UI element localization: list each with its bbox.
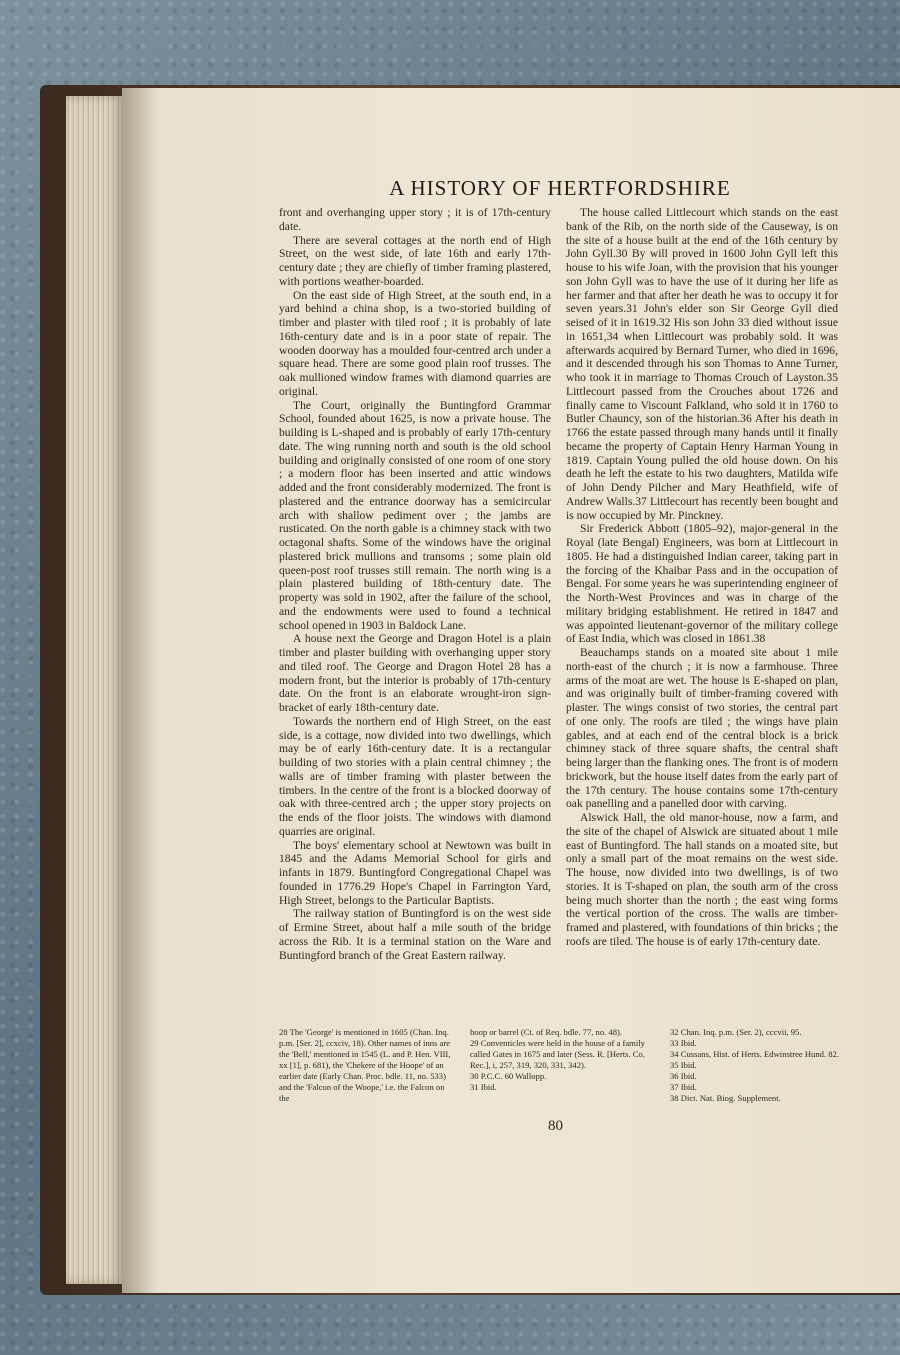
page-number: 80 xyxy=(548,1118,563,1134)
footnote: 38 Dict. Nat. Biog. Supplement. xyxy=(670,1093,781,1103)
paragraph: A house next the George and Dragon Hotel is a plain timber and plaster building with overhanging upper story and tiled roof. The George and Dragon Hotel 28 has a modern front, but the interior is probably of 17th-century date. On the front is an elaborate wrought-iron sign-bracket of early 18th-century date. xyxy=(279,632,551,714)
right-column xyxy=(566,206,838,949)
footnotes-column-1 xyxy=(279,1027,456,1104)
paragraph: Beauchamps stands on a moated site about 1 mile north-east of the church ; it is now a farmhouse. Three arms of the moat are wet. The house is E-shaped on plan, and was originally built of timber-framing covered with plaster. The wings consist of two stories, the central part of one only. The roofs are tiled ; the wings have plain gables, and at each end of the central block is a brick chimney stack of three square shafts, the central shaft being larger than the flanking ones. The front is of modern brickwork, but the house itself dates from the early part of the 17th century. The house contains some 17th-century oak panelling and a panelled door with carving. xyxy=(566,646,838,811)
paragraph: Sir Frederick Abbott (1805–92), major-general in the Royal (late Bengal) Engineers, was born at Littlecourt in 1805. He had a distinguished Indian career, taking part in the forcing of the Khaibar Pass and in the occupation of Bengal. For some years he was superintending engineer of the North-West Provinces and was in charge of the military bridging establishment. He retired in 1847 and was appointed lieutenant-governor of the military college of East India, which was closed in 1861.38 xyxy=(566,522,838,646)
footnotes-column-2 xyxy=(470,1027,648,1093)
paragraph: The Court, originally the Buntingford Grammar School, founded about 1625, is now a private house. The building is L-shaped and is probably of early 17th-century date. The wing running north and south is the old school building and originally consisted of one room of one story ; a modern floor has been inserted and attic windows added and the front considerably modernized. The front is plastered and the entrance doorway has a semicircular arch with shallow pediment over ; the jambs are rusticated. On the north gable is a chimney stack with two octagonal shafts. Some of the windows have the original plastered brick mullions and transoms ; some plain old queen-post roof trusses still remain. The north wing is a plain plastered building of 18th-century date. The property was sold in 1902, after the failure of the school, and the endowments were used to found a technical school opened in 1903 in Baldock Lane. xyxy=(279,398,551,632)
footnote: 30 P.C.C. 60 Wallopp. xyxy=(470,1071,547,1081)
paragraph: The railway station of Buntingford is on the west side of Ermine Street, about half a mile south of the bridge across the Rib. It is a terminal station on the Ware and Buntingford branch of the Great Eastern railway. xyxy=(279,907,551,962)
running-head: A HISTORY OF HERTFORDSHIRE xyxy=(389,176,731,200)
footnote: 33 Ibid. xyxy=(670,1038,697,1048)
paragraph: The house called Littlecourt which stands on the east bank of the Rib, on the north side of the Causeway, is on the site of a house built at the end of the 16th century by John Gyll.30 By will proved in 1600 John Gyll left this house to his wife Joan, with the provision that his younger son John Gyll was to have the use of it during her life as her farmer and that after her death he was to occupy it for seven years.31 John's elder son Sir George Gyll died seised of it in 1619.32 His son John 33 died without issue in 1651,34 when Littlecourt was probably sold. It was afterwards acquired by Bernard Turner, who died in 1696, and it descended through his son Thomas to Anne Turner, who took it in marriage to Thomas Crouch of Layston.35 Littlecourt passed from the Crouches about 1726 and finally came to Viscount Falkland, who sold it in 1760 to Butler Chauncy, son of the historian.36 After his death in 1766 the estate passed through many hands until it finally became the property of Captain Henry Harman Young in 1819. Captain Young pulled the old house down. On his death he left the estate to his two daughters, Matilda wife of John Dendy Pilcher and Mary Heathfield, wife of Andrew Walls.37 Littlecourt has recently been bought and is now occupied by Mr. Pinckney. xyxy=(566,206,838,522)
page-edges xyxy=(66,96,124,1284)
paragraph: Towards the northern end of High Street, on the east side, is a cottage, now divided into two dwellings, which may be of early 16th-century date. It is a rectangular building of two stories with a plain central chimney ; the walls are of timber framing with plaster between the timbers. In the centre of the front is a blocked doorway of oak with three-centred arch ; the upper story projects on the ends of the floor joists. The windows with diamond quarries are original. xyxy=(279,714,551,838)
footnote: 35 Ibid. xyxy=(670,1060,697,1070)
paragraph: Alswick Hall, the old manor-house, now a farm, and the site of the chapel of Alswick are situated about 1 mile east of Buntingford. The hall stands on a moated site, but only a small part of the moat remains on the west side. The house, now divided into two dwellings, is of two stories. It is T-shaped on plan, the south arm of the cross being much shorter than the north ; the east wing forms the vertical portion of the cross. The walls are timber-framed and plastered, with foundations of thin bricks ; the roofs are tiled. The house is of early 17th-century date. xyxy=(566,811,838,948)
footnote: 34 Cussans, Hist. of Herts. Edwinstree Hund. 82. xyxy=(670,1049,839,1059)
footnotes-column-3 xyxy=(670,1027,840,1104)
footnote: 37 Ibid. xyxy=(670,1082,697,1092)
footnote: 28 The 'George' is mentioned in 1605 (Chan. Inq. p.m. [Ser. 2], ccxciv, 18). Other names of inns are the 'Bell,' mentioned in 1545 (L. and P. Hen. VIII, xx [1], p. 681), the 'Chekere of the Hoope' of an earlier date (Early Chan. Proc. bdle. 11, no. 533) and the 'Falcon of the Woope,' i.e. the Falcon on the xyxy=(279,1027,451,1103)
footnote: 31 Ibid. xyxy=(470,1082,497,1092)
paragraph: There are several cottages at the north end of High Street, on the west side, of late 16th and early 17th-century date ; they are chiefly of timber framing plastered, with portions weather-boarded. xyxy=(279,233,551,288)
left-column xyxy=(279,206,551,962)
paragraph: front and overhanging upper story ; it is of 17th-century date. xyxy=(279,206,551,233)
footnote: hoop or barrel (Ct. of Req. bdle. 77, no. 48). xyxy=(470,1027,623,1037)
paragraph: The boys' elementary school at Newtown was built in 1845 and the Adams Memorial School for girls and infants in 1879. Buntingford Congregational Chapel was founded in 1776.29 Hope's Chapel in Farrington Yard, High Street, belongs to the Particular Baptists. xyxy=(279,838,551,907)
paragraph: On the east side of High Street, at the south end, in a yard behind a china shop, is a two-storied building of timber and plaster with tiled roof ; it is probably of late 16th-century date and is in a poor state of repair. The wooden doorway has a moulded four-centred arch under a square head. There are some good plain roof trusses. The oak mullioned window frames with diamond quarries are original. xyxy=(279,288,551,398)
footnote: 29 Conventicles were held in the house of a family called Gates in 1675 and later (Sess. R. [Herts. Co. Rec.], i, 257, 319, 320, 331, 342). xyxy=(470,1038,645,1070)
footnote: 32 Chan. Inq. p.m. (Ser. 2), cccvii, 95. xyxy=(670,1027,802,1037)
footnote: 36 Ibid. xyxy=(670,1071,697,1081)
